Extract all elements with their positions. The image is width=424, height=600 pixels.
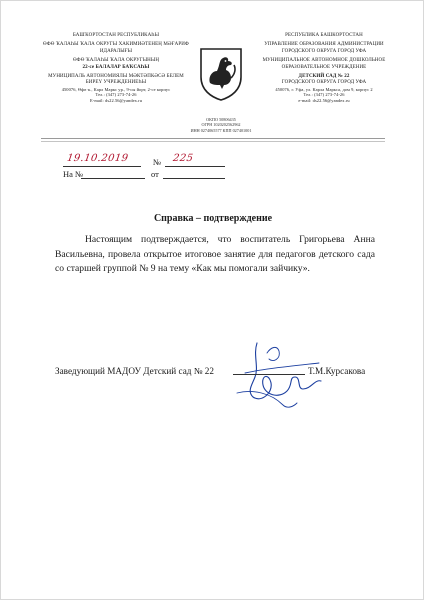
signature-line [233,374,305,375]
inn-kpp-code: ИНН 0274065577 КПП 027401001 [190,127,252,133]
header-left-institution: МУНИЦИПАЛЬ АВТОНОМИЯЛЫ МӘКТӘПКӘСӘ БЕЛЕМ БИРЕҮ УЧРЕЖДЕНИЕҺЫ [48,74,184,86]
number-label: № [153,157,162,167]
header-left-kindergarten: 22-се БАЛАЛАР БАҠСАҺЫ [82,64,150,70]
header-right-address: 450076, г. Уфа, ул. Карла Маркса, дом 9, корпус 2 [275,86,373,92]
header-right-institution: МУНИЦИПАЛЬНОЕ АВТОНОМНОЕ ДОШКОЛЬНОЕ ОБРАЗОВАТЕЛЬНОЕ УЧРЕЖДЕНИЕ [262,58,386,70]
header-right-kindergarten: ДЕТСКИЙ САД № 22 [298,74,350,80]
header-right [249,33,399,104]
reply-date-line [163,168,225,179]
header-left [41,33,191,104]
reply-number-line [81,168,145,179]
header-left-city: ӨФӨ ҠАЛАҺЫ ҠАЛА ОКРУГЫНЫҢ [72,58,160,64]
handwritten-number: 225 [172,153,195,164]
header-left-phone: Тел.: (347) 273-74-26 [95,92,137,98]
header-divider-secondary [41,141,385,142]
signatory-name: Т.М.Курсакова [308,366,366,376]
document-body: Настоящим подтверждается, что воспитатель Григорьева Анна Васильевна, провела открытое итоговое занятие для педагогов детского сада со старшей группой № 9 на тему «Как мы помогали зайчику». [55,234,375,275]
header-right-republic: РЕСПУБЛИКА БАШКОРТОСТАН [285,33,363,38]
document-title: Справка – подтверждение [153,213,273,224]
ogrn-code: ОГРН 1020202562962 [201,122,241,128]
reply-number-label: На № [63,169,84,179]
handwritten-date: 19.10.2019 [66,153,130,164]
header-right-department: УПРАВЛЕНИЕ ОБРАЗОВАНИЯ АДМИНИСТРАЦИИ ГОРОДСКОГО ОКРУГА ГОРОД УФА [264,42,384,54]
header-divider [41,138,385,139]
header-right-email: e-mail: ds22.56@yandex.ru [298,98,350,104]
header-left-email: E-mail: ds22.56@yandex.ru [89,98,143,104]
header-right-phone: Тел.: (347) 273-74-26 [303,92,345,98]
header-left-department: ӨФӨ ҠАЛАҺЫ ҠАЛА ОКРУГЫ ХАКИМИӘТЕНЕҢ МӘҒАРИФ ИДАРАЛЫҒЫ [43,42,189,54]
header-right-city: ГОРОДСКОГО ОКРУГА ГОРОД УФА [281,80,367,86]
header-left-address: 450076, Өфө ҡ., Карл Маркс ур., 9-сы йорт, 2-се корпус [61,86,171,92]
okpo-code: ОКПО 50806435 [206,117,236,122]
organization-codes [187,117,255,133]
reply-date-label: от [151,169,159,179]
signatory-role: Заведующий МАДОУ Детский сад № 22 [55,366,214,376]
header-left-republic: БАШҠОРТОСТАН РЕСПУБЛИКАҺЫ [72,33,160,38]
city-emblem-icon [198,47,244,101]
